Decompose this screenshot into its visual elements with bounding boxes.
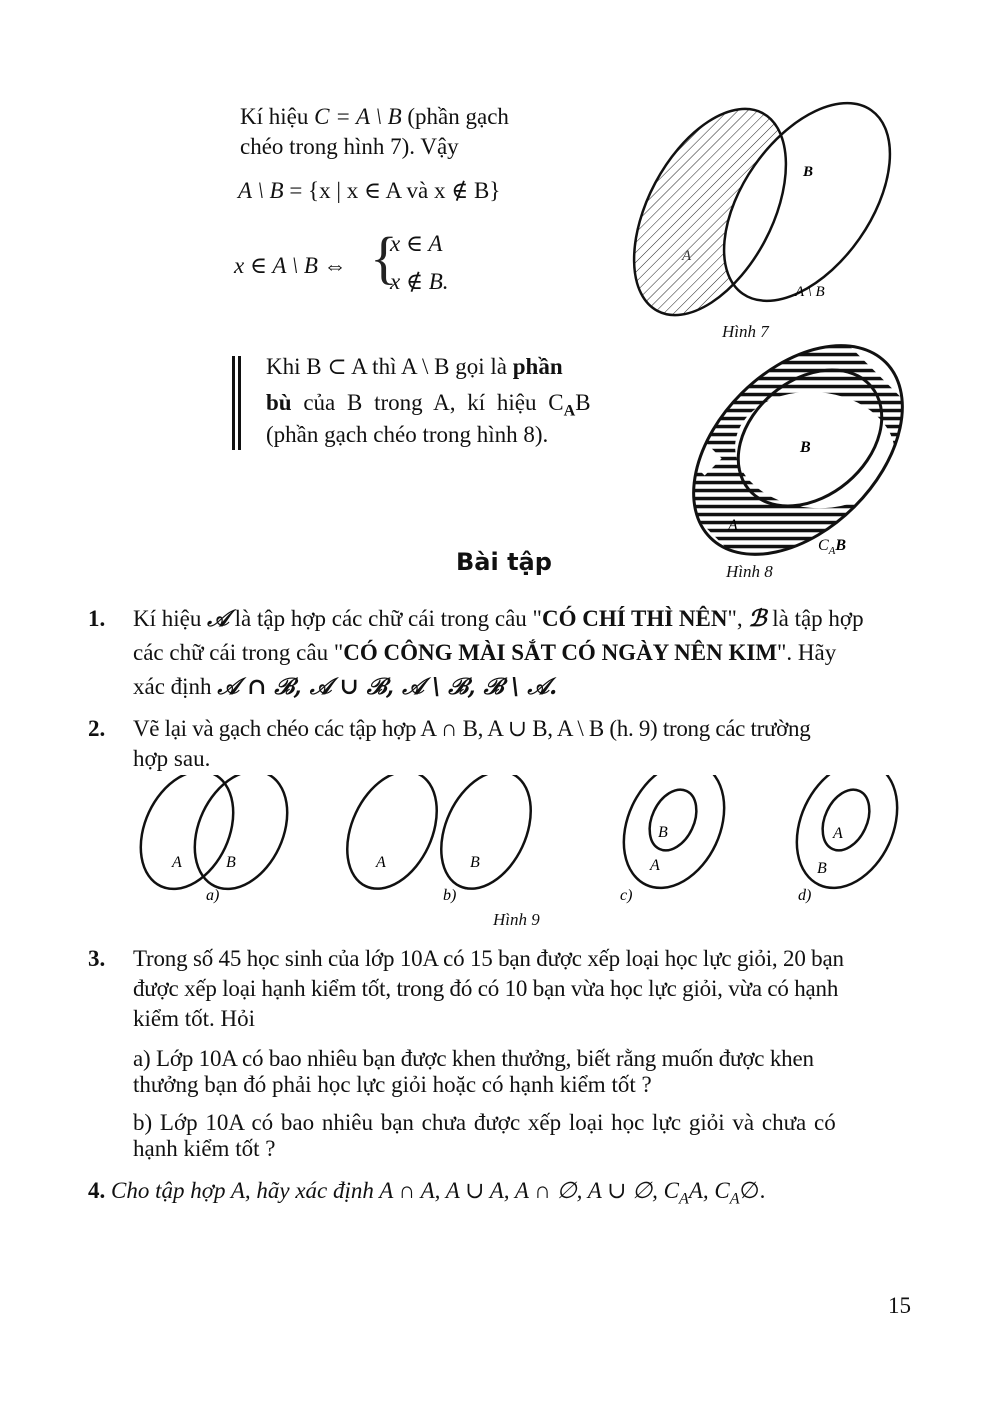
label-a: A [833, 825, 843, 842]
equivalence-case-2: x ∉ B. [390, 269, 449, 294]
text: xác định [133, 674, 218, 699]
equivalence-case-1: x ∈ A [390, 231, 443, 256]
exercise-3-part-b-line-2: hạnh kiểm tốt ? [133, 1136, 276, 1161]
text: A, C [688, 1178, 730, 1203]
term-bold: phần [512, 354, 563, 379]
math-expression: C = A \ B [314, 104, 402, 129]
panel-b [330, 775, 549, 904]
panel-a [130, 775, 305, 904]
exercise-1-line-2 [133, 638, 836, 668]
exercise-1-line-1 [133, 604, 923, 634]
text: ". Hãy [777, 640, 837, 665]
set-difference-definition [238, 176, 500, 206]
label-a: A [728, 517, 738, 534]
exercise-4 [88, 1176, 765, 1215]
text: các chữ cái trong câu " [133, 640, 344, 665]
label-b: B [470, 854, 480, 871]
text: Kí hiệu [133, 606, 208, 631]
figure-9-caption: Hình 9 [493, 910, 540, 929]
equivalence-lhs: x ∈ A \ B ⇔ [234, 253, 347, 278]
page-number: 15 [888, 1293, 911, 1318]
label-a: A [376, 854, 386, 871]
label-b: B [817, 860, 827, 877]
label-b: B [658, 824, 668, 841]
panel-caption: d) [798, 887, 812, 904]
figure-8-venn [680, 340, 920, 570]
figure-9 [130, 775, 930, 910]
label-difference: A \ B [795, 284, 825, 300]
term-bold: bù [266, 390, 292, 415]
note-line-3: (phần gạch chéo trong hình 8). [266, 422, 549, 447]
exercises-title: Bài tập [456, 548, 552, 576]
label-a: A [650, 857, 660, 874]
quote-bold: CÓ CHÍ THÌ NÊN [541, 606, 728, 631]
text: ∅. [739, 1178, 766, 1203]
exercise-1-number: 1. [88, 606, 106, 631]
panel-caption: a) [206, 887, 220, 904]
math-rhs: = {x | x ∈ A và x ∉ B} [283, 178, 501, 203]
math-expression: 𝒜 ∩ ℬ, 𝒜 ∪ ℬ, 𝒜 \ ℬ, ℬ \ 𝒜. [217, 673, 558, 700]
label-b: B [803, 164, 814, 180]
label-b: B [800, 439, 811, 456]
label-a: A [682, 248, 692, 264]
exercise-2-line-2: hợp sau. [133, 746, 211, 771]
note-bar-left [232, 356, 235, 450]
subscript: A [678, 1190, 689, 1208]
quote-bold: CÓ CÔNG MÀI SẮT CÓ NGÀY NÊN KIM [343, 640, 778, 665]
exercise-3-line-1: Trong số 45 học sinh của lớp 10A có 15 bạn được xếp loại học lực giỏi, 20 bạn [133, 946, 844, 971]
panel-caption: b) [443, 887, 457, 904]
hatched-region [600, 70, 900, 360]
exercise-3-number: 3. [88, 946, 106, 971]
text: Kí hiệu [240, 104, 315, 129]
math-lhs: A \ B [238, 178, 284, 203]
panel-c [604, 775, 743, 904]
exercise-1-line-3 [133, 672, 557, 702]
exercise-2-line-1: Vẽ lại và gạch chéo các tập hợp A ∩ B, A ∪ B, A \ B (h. 9) trong các trường [133, 716, 811, 741]
label-a: A [172, 854, 182, 871]
figure-7-caption: Hình 7 [722, 322, 769, 341]
note-line-1 [266, 352, 620, 382]
script-set-b: ℬ [748, 605, 767, 632]
panel-d [777, 775, 916, 904]
exercise-3-part-b-line-1: b) Lớp 10A có bao nhiêu bạn chưa được xếp loại học lực giỏi và chưa có [133, 1110, 836, 1135]
note-bar-right [238, 356, 241, 450]
exercise-3-part-a-line-2: thưởng bạn đó phải học lực giỏi hoặc có hạnh kiểm tốt ? [133, 1072, 652, 1097]
exercise-4-number: 4. [88, 1178, 106, 1203]
figure-7-venn [600, 70, 900, 360]
exercise-2-number: 2. [88, 716, 106, 741]
panel-caption: c) [620, 887, 633, 904]
text: Cho tập hợp A, hãy xác định A ∩ A, A ∪ A, A ∩ ∅, A ∪ ∅, C [111, 1178, 679, 1203]
exercise-3-line-2: được xếp loại hạnh kiểm tốt, trong đó có 10 bạn vừa học lực giỏi, vừa có hạnh [133, 976, 839, 1001]
text: của B trong A, kí hiệu C [291, 390, 564, 415]
exercise-3-line-3: kiểm tốt. Hỏi [133, 1006, 256, 1031]
subscript: A [729, 1190, 740, 1208]
brace-icon: { [370, 225, 398, 290]
label-complement: $C_AB$ [818, 537, 847, 557]
text: là tập hợp [766, 606, 864, 631]
figure-8-caption: Hình 8 [726, 562, 773, 581]
text: (phần gạch [401, 104, 509, 129]
exercise-3-part-a-line-1: a) Lớp 10A có bao nhiêu bạn được khen thưởng, biết rằng muốn được khen [133, 1046, 814, 1071]
definition-line-1 [240, 102, 509, 132]
definition-line-2: chéo trong hình 7). Vậy [240, 134, 459, 159]
script-set-a: 𝒜 [207, 605, 229, 632]
text: Khi B ⊂ A thì A \ B gọi là [266, 354, 513, 379]
label-b: B [226, 854, 236, 871]
text: B [575, 390, 591, 415]
subscript: A [563, 402, 576, 420]
text: là tập hợp các chữ cái trong câu " [228, 606, 542, 631]
text: ", [727, 606, 749, 631]
